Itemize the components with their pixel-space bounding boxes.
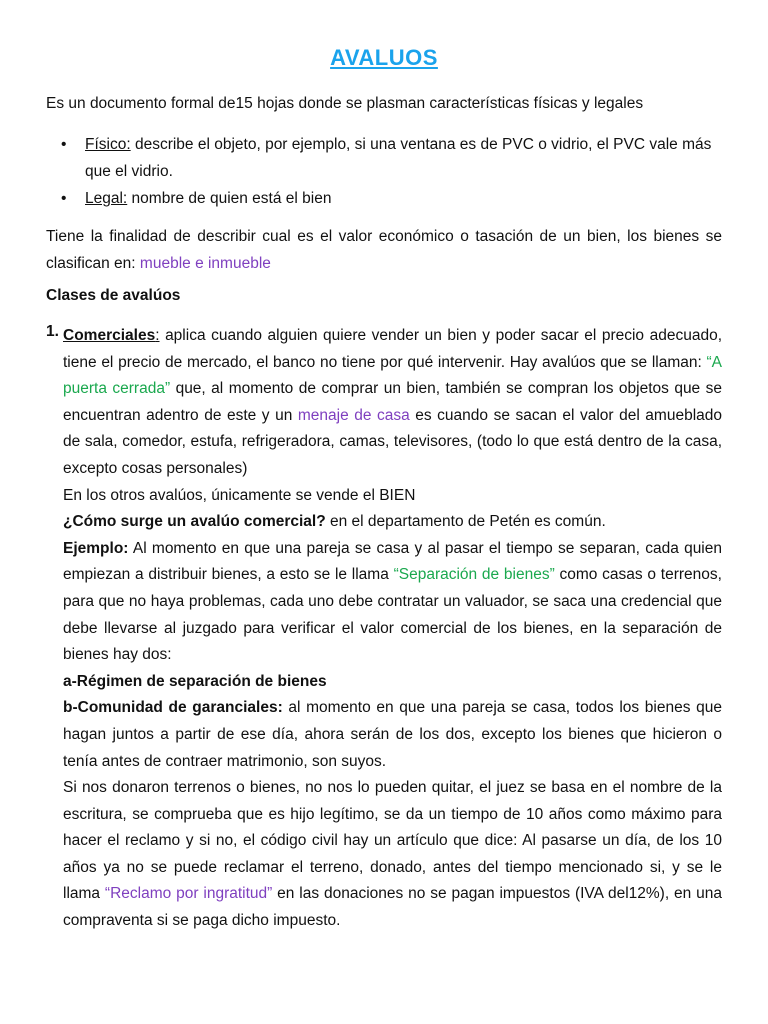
bullet-text: describe el objeto, por ejemplo, si una ventana es de PVC o vidrio, el PVC vale más que el vidrio. [85, 136, 712, 180]
bullet-label: Legal: [85, 190, 128, 207]
paragraph-text: Al momento en que una pareja se casa y al pasar el tiempo se separan, cada quien empiezan a distribuir bienes, a esto se le llama [63, 539, 722, 584]
paragraph [63, 323, 722, 483]
section-heading: Clases de avalúos [46, 287, 181, 304]
paragraph [63, 669, 722, 696]
bullet-label: Físico: [85, 136, 131, 153]
highlight-text: “Reclamo por ingratitud” [104, 885, 273, 903]
bullet-list [46, 131, 722, 212]
intro-paragraph: Es un documento formal de15 hojas donde se plasman características físicas y legales [46, 95, 644, 112]
section-label: Comerciales [63, 327, 156, 344]
bold-text: Ejemplo: [63, 539, 129, 557]
paragraph-text: en las donaciones no se pagan impuestos (IVA del12%), en una compraventa si se paga dicho impuesto. [63, 885, 722, 930]
paragraph-text: Tiene la finalidad de describir cual es el valor económico o tasación de un bien, los bienes se clasifican en: [46, 228, 722, 272]
highlight-text: mueble e inmueble [139, 255, 271, 272]
paragraph [63, 695, 722, 775]
paragraph [63, 509, 722, 536]
paragraph [63, 536, 722, 669]
section-body [63, 323, 722, 935]
paragraph-text: aplica cuando alguien quiere vender un bien y poder sacar el precio adecuado, tiene el precio de mercado, el banco no tiene por qué intervenir. Hay avalúos que se llaman: [63, 327, 722, 371]
highlight-text: menaje de casa [297, 406, 410, 424]
paragraph: En los otros avalúos, únicamente se vende el BIEN [63, 486, 416, 504]
paragraph-text: al momento en que una pareja se casa, todos los bienes que hagan juntos a partir de ese día, ahora serán de los dos, excepto los bienes que hicieron o tenía antes de contraer matrimonio, son suyos. [63, 699, 722, 770]
label-colon: : [155, 327, 160, 344]
paragraph-text: Si nos donaron terrenos o bienes, no nos lo pueden quitar, el juez se basa en el nombre de la escritura, se comprueba que es hijo legítimo, se da un tiempo de 10 años como máximo para hacer el reclamo y si no, el código civil hay un artículo que dice: Al pasarse un día, de los 10 años ya no se puede reclamar el terreno, donado, antes del tiempo mencionado si, y se le llama [63, 779, 722, 903]
bold-text: a-Régimen de separación de bienes [63, 672, 327, 690]
bullet-icon: • [61, 136, 67, 153]
highlight-text: “Separación de bienes” [393, 566, 555, 584]
page-title: AVALUOS [330, 45, 438, 70]
bullet-icon: • [61, 190, 67, 207]
paragraph-text: que, al momento de comprar un bien, también se compran los objetos que se encuentran adentro de este y un [63, 380, 722, 424]
paragraph [63, 775, 722, 935]
paragraph-text: es cuando se sacan el valor del amueblado de sala, comedor, estufa, refrigeradora, camas, televisores, (todo lo que está dentro de la casa, excepto cosas personales) [63, 406, 723, 477]
section-number: 1. [46, 323, 59, 340]
section-comerciales [46, 323, 722, 935]
paragraph-text: en el departamento de Petén es común. [325, 513, 606, 531]
list-item [46, 131, 722, 185]
classification-paragraph [46, 223, 722, 277]
highlight-text: “A puerta cerrada” [63, 353, 722, 398]
bold-text: ¿Cómo surge un avalúo comercial? [63, 513, 326, 531]
bold-text: b-Comunidad de garanciales: [63, 699, 283, 717]
bullet-text: nombre de quien está el bien [127, 190, 332, 207]
paragraph-text: como casas o terrenos, para que no haya problemas, cada uno debe contratar un valuador, se saca una credencial que debe llevarse al juzgado para verificar el valor comercial de los bienes, en la separación de bienes hay dos: [63, 566, 722, 664]
list-item [46, 185, 722, 212]
